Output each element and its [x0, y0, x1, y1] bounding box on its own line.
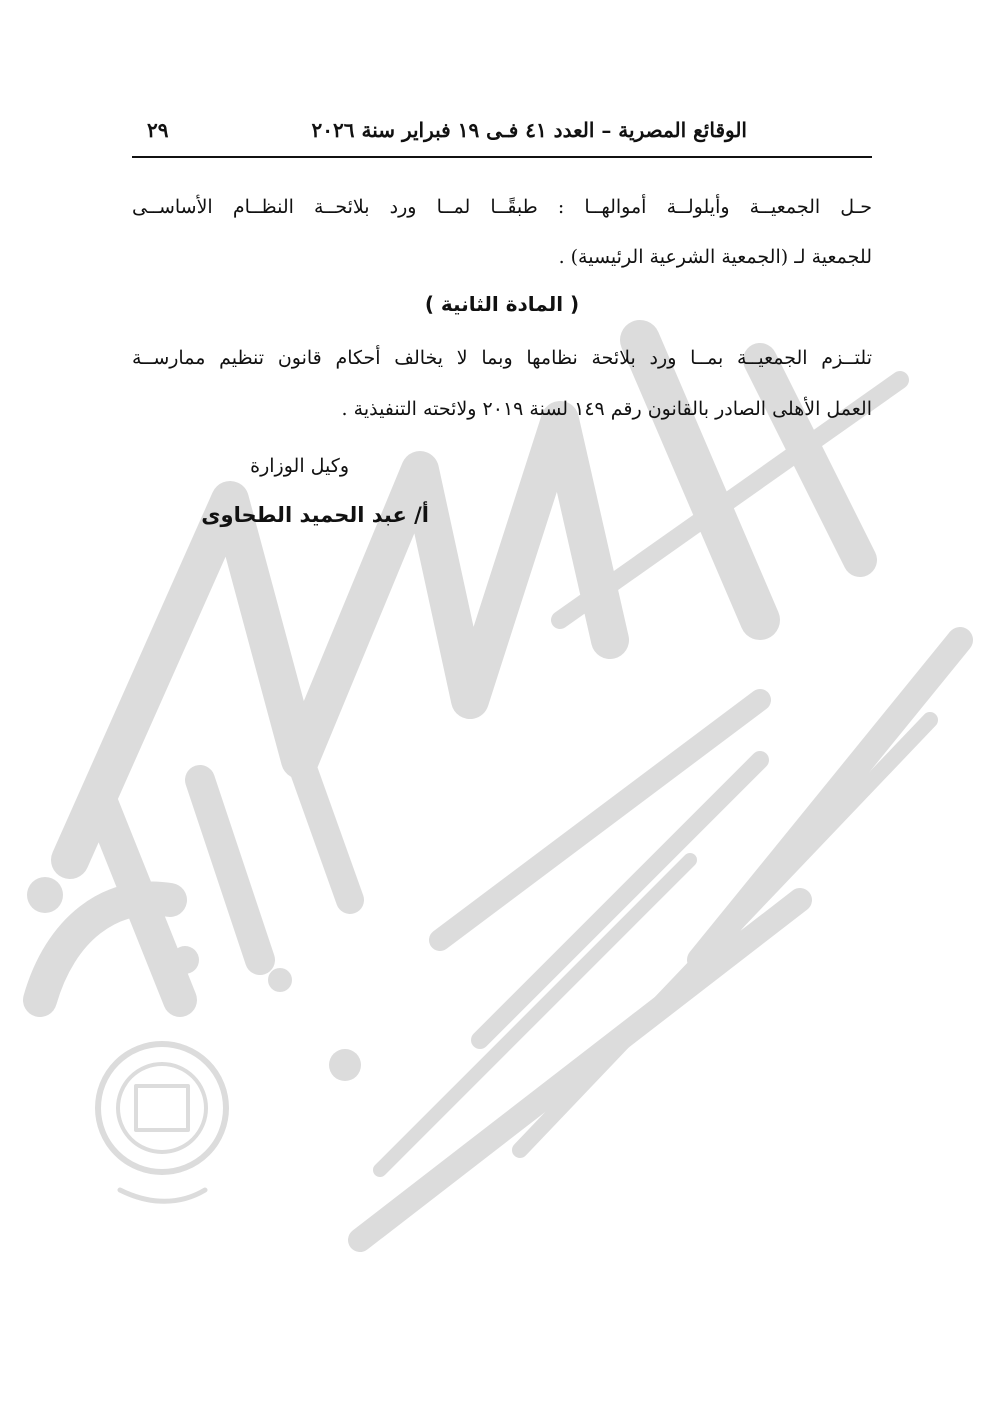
- signature-name: أ/ عبد الحميد الطحاوى: [201, 503, 429, 527]
- signature-title: وكيل الوزارة: [250, 455, 349, 477]
- page-header: [132, 112, 872, 158]
- paragraph-2-line-2: العمل الأهلى الصادر بالقانون رقم ١٤٩ لسنة ٢٠١٩ ولائحته التنفيذية .: [341, 398, 872, 420]
- page-number: ٢٩: [147, 118, 169, 142]
- paragraph-1-line-1: حـل الجمعيــة وأيلولــة أموالهــا : طبقًــا لمــا ورد بلائحــة النظــام الأساســى: [132, 196, 872, 218]
- paragraph-2-line-1: تلتــزم الجمعيــة بمــا ورد بلائحة نظامها وبما لا يخالف أحكام قانون تنظيم ممارســة: [132, 347, 872, 369]
- paragraph-1-line-2: للجمعية لـ (الجمعية الشرعية الرئيسية) .: [558, 246, 872, 268]
- article-heading: ( المادة الثانية ): [424, 292, 580, 316]
- gazette-title: الوقائع المصرية – العدد ٤١ فـى ١٩ فبراير سنة ٢٠٢٦: [311, 118, 747, 142]
